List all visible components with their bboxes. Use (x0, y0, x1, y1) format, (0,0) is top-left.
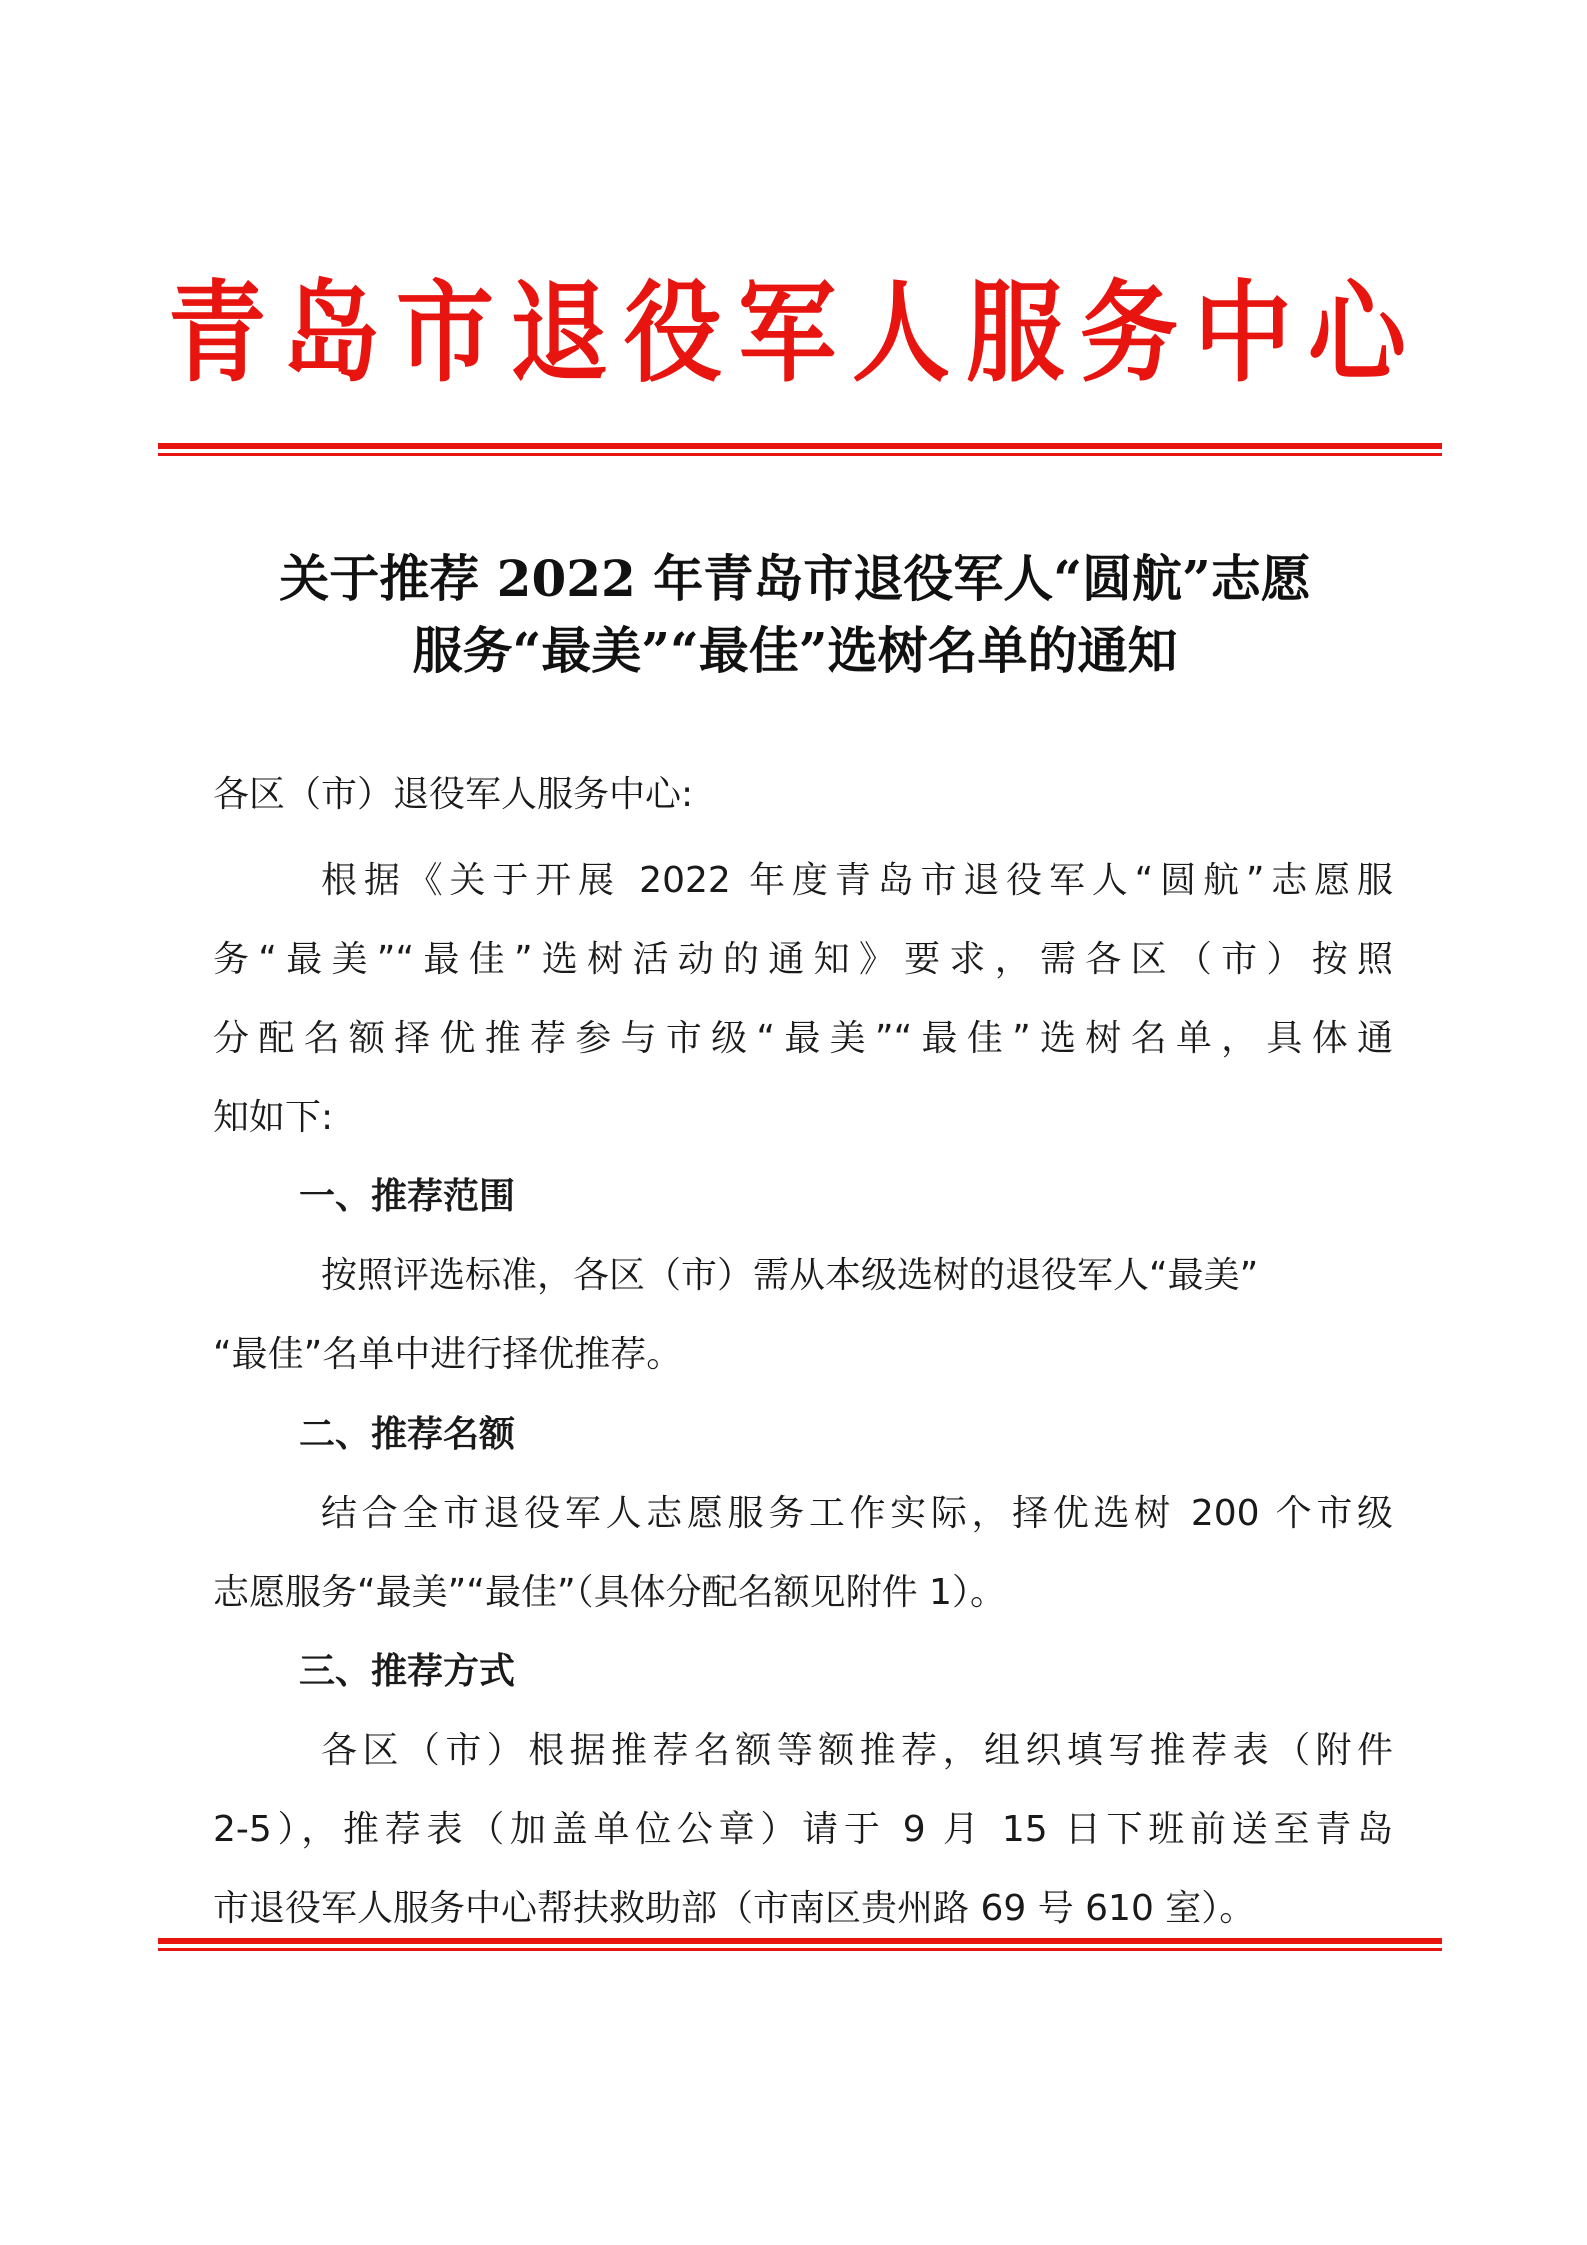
notice-title (170, 543, 1420, 687)
salutation: 各区（市）退役军人服务中心: (213, 774, 694, 815)
section-text: 市退役军人服务中心帮扶救助部（市南区贵州路 69 号 610 室）。 (213, 1888, 1256, 1929)
section-text: 2-5），推荐表（加盖单位公章）请于 9 月 15 日下班前送至青岛 (213, 1809, 1393, 1850)
section-text: 结合全市退役军人志愿服务工作实际，择优选树 200 个市级 (321, 1493, 1393, 1534)
section-text: 各区（市）根据推荐名额等额推荐，组织填写推荐表（附件 (321, 1730, 1393, 1771)
intro-line: 根据《关于开展 2022 年度青岛市退役军人“圆航”志愿服 (321, 860, 1393, 901)
intro-line: 分配名额择优推荐参与市级“最美”“最佳”选树名单，具体通 (213, 1018, 1393, 1059)
section-text: 志愿服务“最美”“最佳”（具体分配名额见附件 1）。 (213, 1572, 1006, 1613)
notice-title-line-2: 服务“最美”“最佳”选树名单的通知 (412, 621, 1178, 680)
section-heading-scope: 一、推荐范围 (299, 1176, 516, 1217)
masthead-title: 青岛市退役军人服务中心 (167, 269, 1422, 398)
section-heading-quota: 二、推荐名额 (299, 1414, 516, 1455)
intro-line: 知如下: (213, 1097, 334, 1138)
notice-title-line-1: 关于推荐 2022 年青岛市退役军人“圆航”志愿 (279, 549, 1311, 608)
header-divider (158, 443, 1442, 456)
footer-divider (158, 1938, 1442, 1951)
section-heading-method: 三、推荐方式 (299, 1651, 516, 1692)
section-text: “最佳”名单中进行择优推荐。 (213, 1334, 683, 1375)
intro-line: 务“最美”“最佳”选树活动的通知》要求，需各区（市）按照 (213, 939, 1393, 980)
section-text: 按照评选标准，各区（市）需从本级选树的退役军人“最美” (321, 1255, 1259, 1296)
